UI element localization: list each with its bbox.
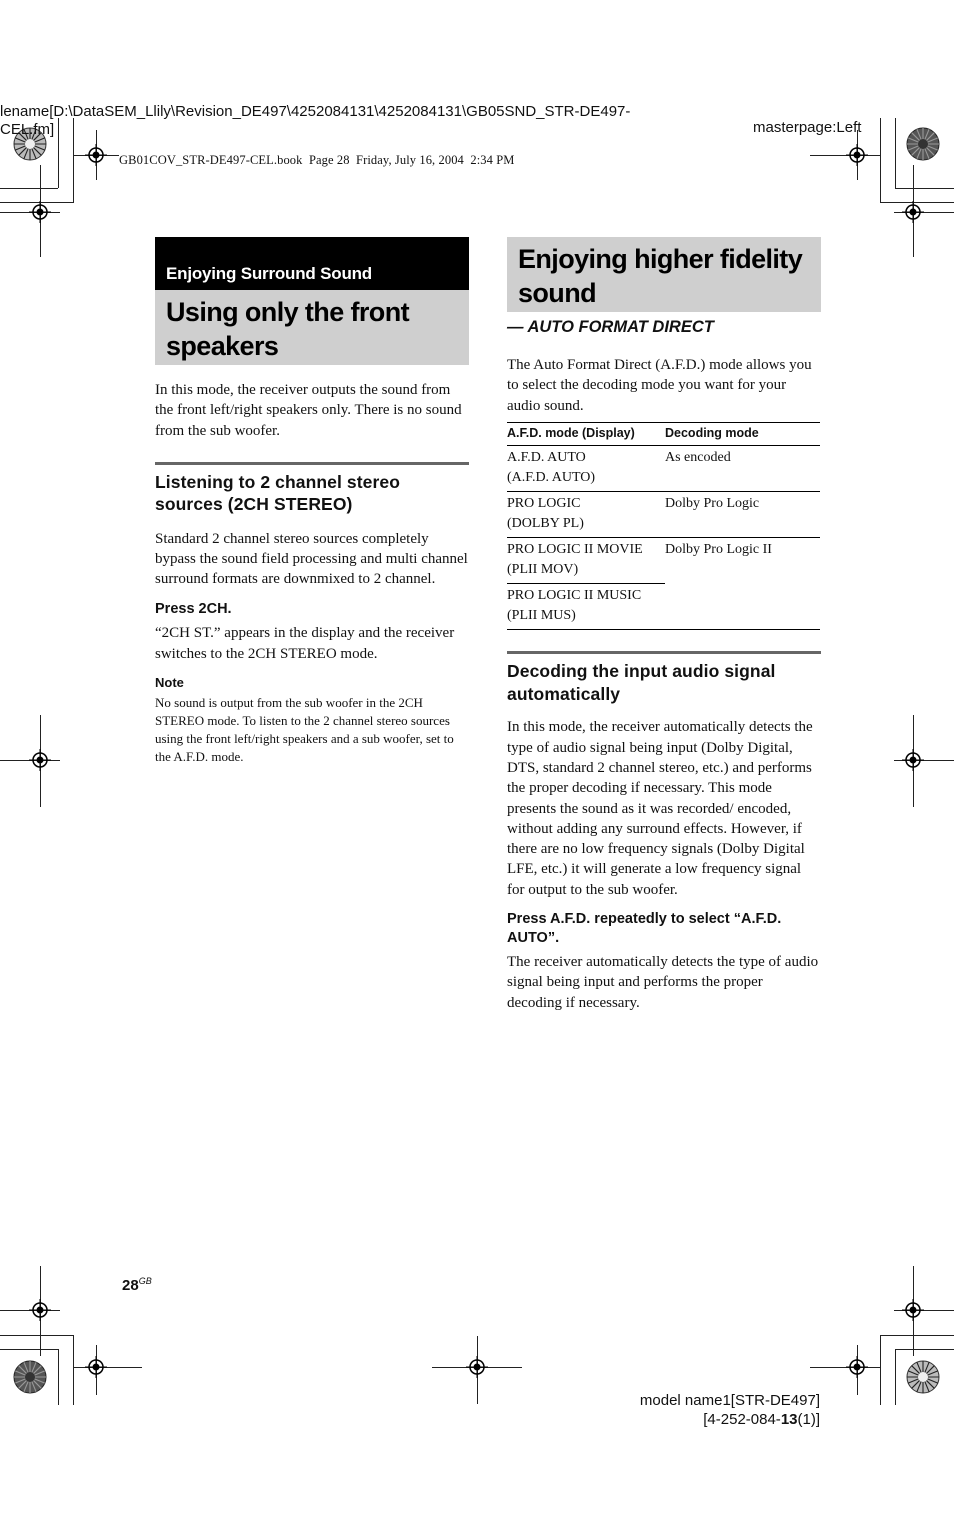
model-line-2-bold: 13 (780, 1411, 798, 1428)
afd-mode-table (507, 422, 820, 631)
model-line-2-pre: [4-252-084- (703, 1411, 781, 1428)
book-info-line: GB01COV_STR-DE497-CEL.book Page 28 Friday, July 16, 2004 2:34 PM (119, 153, 515, 167)
registration-target-icon (29, 201, 51, 223)
registration-target-icon (85, 1356, 107, 1378)
page-title-left: Using only the front speakers (155, 290, 469, 365)
registration-target-icon (29, 749, 51, 771)
table-cell-mode (507, 538, 665, 584)
registration-target-icon (466, 1356, 488, 1378)
table-cell-decoding (665, 584, 820, 630)
table-cell-decoding: Dolby Pro Logic II (665, 542, 772, 558)
file-path-line-2: CEL.fm] (0, 121, 55, 138)
file-path-line-1: lename[D:\DataSEM_Llily\Revision_DE497\4252084131\4252084131\GB05SND_STR-DE497- (0, 103, 631, 120)
registration-target-icon (846, 144, 868, 166)
right-column (507, 237, 821, 1013)
registration-wheel-icon (13, 1360, 47, 1394)
registration-target-icon (846, 1356, 868, 1378)
table-cell-decoding: Dolby Pro Logic (665, 492, 820, 538)
registration-target-icon (902, 749, 924, 771)
model-line-2-post: (1)] (797, 1411, 820, 1428)
page-number (122, 1276, 152, 1294)
table-header-decoding-mode: Decoding mode (665, 422, 820, 446)
registration-target-icon (902, 201, 924, 223)
mode-display: (DOLBY PL) (507, 516, 584, 532)
table-row (507, 584, 820, 630)
table-row (507, 492, 820, 538)
mode-name: PRO LOGIC (507, 496, 581, 512)
step-body-2ch: “2CH ST.” appears in the display and the receiver switches to the 2CH STEREO mode. (155, 625, 455, 662)
mode-display: (A.F.D. AUTO) (507, 470, 596, 486)
table-cell-mode (507, 584, 665, 630)
registration-target-icon (902, 1299, 924, 1321)
table-cell-decoding: As encoded (665, 446, 820, 492)
table-row (507, 538, 820, 584)
step-press-afd: Press A.F.D. repeatedly to select “A.F.D. AUTO”. (507, 911, 782, 946)
file-path-header (0, 103, 700, 139)
registration-target-icon (29, 1299, 51, 1321)
masterpage-label: masterpage:Left (753, 119, 862, 136)
table-header-afd-mode: A.F.D. mode (Display) (507, 422, 665, 446)
table-header-row (507, 422, 820, 446)
registration-wheel-icon (906, 1360, 940, 1394)
subheading-body-decoding: In this mode, the receiver automatically detects the type of audio signal being input (Dolby Digital, DTS, standard 2 channel stereo, etc.) and performs the proper decoding if necessary. This mode presents the sound as it was recorded/ encoded, without adding any surround effects. However, if there are no low frequency signals (Dolby Digital LFE, etc.) it will generate a low frequency signal for output to the sub woofer. (507, 719, 813, 898)
mode-name: PRO LOGIC II MOVIE (507, 542, 643, 558)
subheading-decoding-auto: Decoding the input audio signal automatically (507, 651, 821, 705)
table-row (507, 446, 820, 492)
page-title-right: Enjoying higher fidelity sound (507, 237, 821, 312)
step-press-2ch: Press 2CH. (155, 600, 232, 617)
mode-name: A.F.D. AUTO (507, 450, 586, 466)
intro-text-left: In this mode, the receiver outputs the sound from the front left/right speakers only. There is no sound from the sub woofer. (155, 382, 462, 439)
mode-display: (PLII MOV) (507, 562, 579, 578)
model-line-1: model name1[STR-DE497] (639, 1392, 820, 1409)
mode-display: (PLII MUS) (507, 608, 576, 624)
registration-target-icon (85, 144, 107, 166)
note-text: No sound is output from the sub woofer in the 2CH STEREO mode. To listen to the 2 channel stereo sources using the front left/right speakers and a sub woofer, set to the A.F.D. mode. (155, 694, 454, 765)
subheading-body-2ch: Standard 2 channel stereo sources completely bypass the sound field processing and multi channel surround formats are downmixed to 2 channel. (155, 530, 468, 588)
model-line-2 (560, 1410, 820, 1429)
model-info (560, 1391, 820, 1429)
section-label: Enjoying Surround Sound (155, 237, 469, 290)
intro-text-right: The Auto Format Direct (A.F.D.) mode allows you to select the decoding mode you want for your audio sound. (507, 357, 812, 414)
note-label: Note (155, 674, 184, 690)
step-body-afd: The receiver automatically detects the type of audio signal being input and performs the proper decoding if necessary. (507, 954, 819, 1011)
mode-name: PRO LOGIC II MUSIC (507, 588, 642, 604)
page-number-suffix: GB (138, 1276, 152, 1286)
table-cell-mode (507, 492, 665, 538)
subheading-2ch-stereo: Listening to 2 channel stereo sources (2CH STEREO) (155, 462, 469, 516)
registration-wheel-icon (906, 127, 940, 161)
subtitle-auto-format-direct: — AUTO FORMAT DIRECT (507, 318, 714, 336)
left-column (155, 237, 469, 767)
page-number-value: 28 (122, 1277, 139, 1294)
table-cell-mode (507, 446, 665, 492)
